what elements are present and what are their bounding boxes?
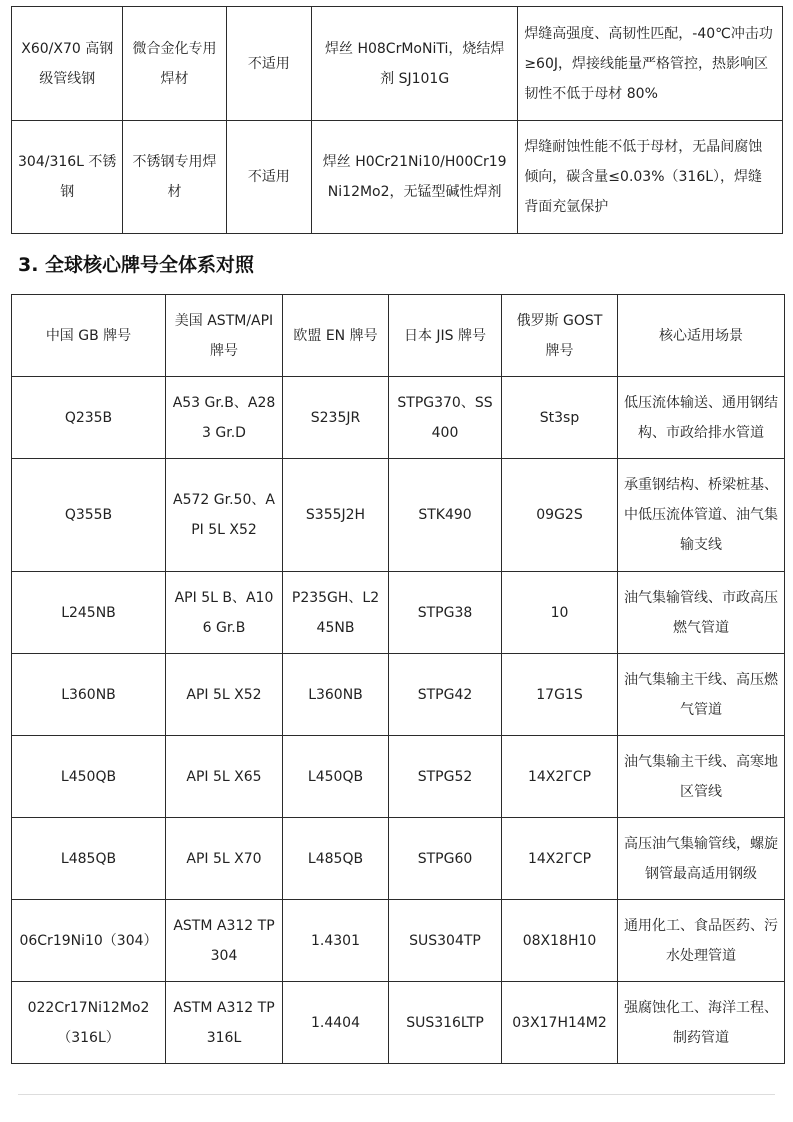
astm-cell: API 5L X52	[166, 654, 283, 736]
astm-cell: ASTM A312 TP316L	[166, 982, 283, 1064]
welding-materials-table	[11, 6, 783, 234]
grade-comparison-table	[11, 294, 785, 1064]
usage-cell: 高压油气集输管线，螺旋钢管最高适用钢级	[618, 818, 785, 900]
steel-grade-cell: 304/316L 不锈钢	[12, 121, 123, 234]
en-cell: 1.4301	[283, 900, 389, 982]
header-jis: 日本 JIS 牌号	[389, 295, 502, 377]
astm-cell: API 5L B、A106 Gr.B	[166, 572, 283, 654]
gb-cell: Q355B	[12, 459, 166, 572]
table-row	[12, 736, 785, 818]
applicability-cell: 不适用	[226, 121, 311, 234]
consumables-cell: 焊丝 H08CrMoNiTi，烧结焊剂 SJ101G	[312, 7, 518, 121]
gost-cell: 10	[502, 572, 618, 654]
material-type-cell: 不锈钢专用焊材	[123, 121, 226, 234]
table-row	[12, 459, 785, 572]
header-usage: 核心适用场景	[618, 295, 785, 377]
gb-cell: 06Cr19Ni10（304）	[12, 900, 166, 982]
header-en: 欧盟 EN 牌号	[283, 295, 389, 377]
usage-cell: 强腐蚀化工、海洋工程、制药管道	[618, 982, 785, 1064]
table-row	[12, 900, 785, 982]
gost-cell: 14X2ГСР	[502, 818, 618, 900]
gost-cell: 17G1S	[502, 654, 618, 736]
section-heading: 3. 全球核心牌号全体系对照	[18, 254, 255, 276]
gb-cell: L450QB	[12, 736, 166, 818]
consumables-cell: 焊丝 H0Cr21Ni10/H00Cr19Ni12Mo2，无锰型碱性焊剂	[312, 121, 518, 234]
en-cell: L360NB	[283, 654, 389, 736]
applicability-cell: 不适用	[226, 7, 311, 121]
jis-cell: SUS316LTP	[389, 982, 502, 1064]
requirements-cell: 焊缝耐蚀性能不低于母材，无晶间腐蚀倾向，碳含量≤0.03%（316L），焊缝背面充氩保护	[518, 121, 783, 234]
material-type-cell: 微合金化专用焊材	[123, 7, 226, 121]
usage-cell: 油气集输主干线、高寒地区管线	[618, 736, 785, 818]
steel-grade-cell: X60/X70 高钢级管线钢	[12, 7, 123, 121]
en-cell: S235JR	[283, 377, 389, 459]
page-divider	[18, 1094, 775, 1095]
usage-cell: 油气集输管线、市政高压燃气管道	[618, 572, 785, 654]
jis-cell: STK490	[389, 459, 502, 572]
gb-cell: L485QB	[12, 818, 166, 900]
en-cell: P235GH、L245NB	[283, 572, 389, 654]
table-row	[12, 121, 783, 234]
table-row	[12, 377, 785, 459]
usage-cell: 油气集输主干线、高压燃气管道	[618, 654, 785, 736]
usage-cell: 通用化工、食品医药、污水处理管道	[618, 900, 785, 982]
jis-cell: STPG370、SS400	[389, 377, 502, 459]
usage-cell: 承重钢结构、桥梁桩基、中低压流体管道、油气集输支线	[618, 459, 785, 572]
jis-cell: STPG42	[389, 654, 502, 736]
gost-cell: St3sp	[502, 377, 618, 459]
gost-cell: 03X17H14M2	[502, 982, 618, 1064]
en-cell: 1.4404	[283, 982, 389, 1064]
astm-cell: A53 Gr.B、A283 Gr.D	[166, 377, 283, 459]
gb-cell: Q235B	[12, 377, 166, 459]
jis-cell: STPG60	[389, 818, 502, 900]
en-cell: L485QB	[283, 818, 389, 900]
jis-cell: SUS304TP	[389, 900, 502, 982]
jis-cell: STPG52	[389, 736, 502, 818]
gb-cell: L245NB	[12, 572, 166, 654]
table-row	[12, 818, 785, 900]
header-astm: 美国 ASTM/API 牌号	[166, 295, 283, 377]
astm-cell: API 5L X70	[166, 818, 283, 900]
astm-cell: API 5L X65	[166, 736, 283, 818]
gost-cell: 09G2S	[502, 459, 618, 572]
gost-cell: 08X18H10	[502, 900, 618, 982]
gost-cell: 14X2ГСР	[502, 736, 618, 818]
en-cell: S355J2H	[283, 459, 389, 572]
gb-cell: L360NB	[12, 654, 166, 736]
jis-cell: STPG38	[389, 572, 502, 654]
table-row	[12, 572, 785, 654]
table-row	[12, 7, 783, 121]
header-gb: 中国 GB 牌号	[12, 295, 166, 377]
table-header-row	[12, 295, 785, 377]
gb-cell: 022Cr17Ni12Mo2（316L）	[12, 982, 166, 1064]
astm-cell: ASTM A312 TP304	[166, 900, 283, 982]
astm-cell: A572 Gr.50、API 5L X52	[166, 459, 283, 572]
usage-cell: 低压流体输送、通用钢结构、市政给排水管道	[618, 377, 785, 459]
header-gost: 俄罗斯 GOST 牌号	[502, 295, 618, 377]
table-row	[12, 654, 785, 736]
table-row	[12, 982, 785, 1064]
requirements-cell: 焊缝高强度、高韧性匹配，-40℃冲击功≥60J，焊接线能量严格管控，热影响区韧性不低于母材 80%	[518, 7, 783, 121]
en-cell: L450QB	[283, 736, 389, 818]
